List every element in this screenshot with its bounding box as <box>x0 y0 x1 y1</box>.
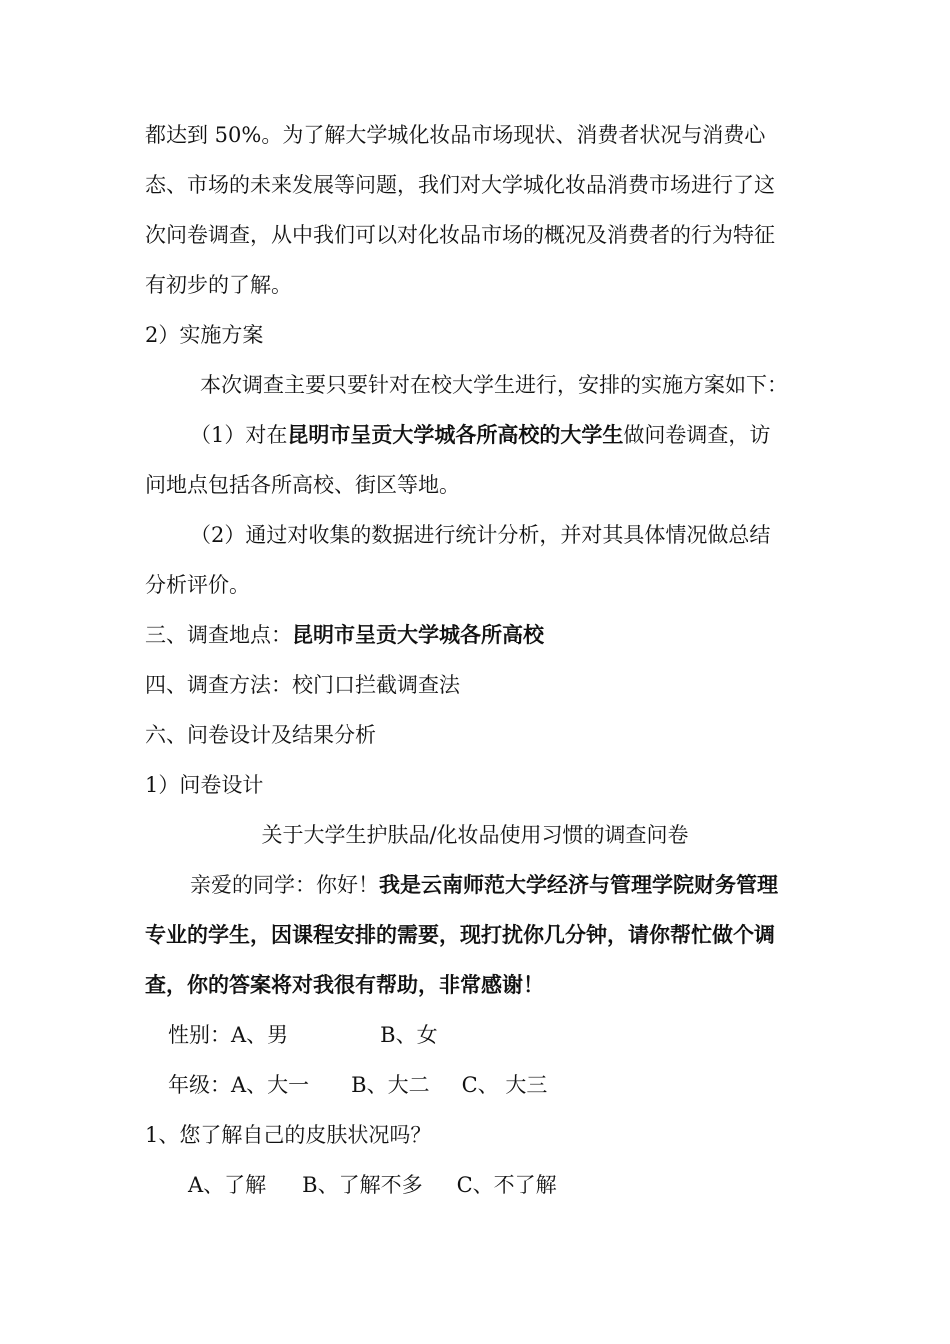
survey-greeting-line <box>190 870 778 900</box>
grade-label: 年级： <box>168 1073 231 1097</box>
survey-intro-2: 专业的学生，因课程安排的需要，现打扰你几分钟，请你帮忙做个调 <box>145 923 775 947</box>
location-line <box>145 620 544 650</box>
method-line: 四、调查方法：校门口拦截调查法 <box>145 673 460 697</box>
plan-item-2-cont: 分析评价。 <box>145 573 250 597</box>
survey-intro-1: 我是云南师范大学经济与管理学院财务管理 <box>379 873 778 897</box>
intro-line-4: 有初步的了解。 <box>145 273 292 297</box>
plan-item-1-suffix: 做问卷调查，访 <box>623 423 771 447</box>
gender-option-a[interactable]: A、男 <box>231 1023 289 1047</box>
gender-option-b[interactable]: B、女 <box>380 1023 438 1047</box>
grade-option-b[interactable]: B、大二 <box>351 1073 430 1097</box>
plan-intro: 本次调查主要只要针对在校大学生进行，安排的实施方案如下： <box>200 373 788 397</box>
q1-option-a[interactable]: A、了解 <box>188 1173 267 1197</box>
grade-row <box>168 1070 547 1100</box>
design-heading: 六、问卷设计及结果分析 <box>145 723 376 747</box>
plan-item-1-bold: 昆明市呈贡大学城各所高校的大学生 <box>287 423 624 447</box>
survey-greeting: 亲爱的同学：你好！ <box>190 873 379 897</box>
design-subheading: 1）问卷设计 <box>145 773 264 797</box>
plan-item-2: （2）通过对收集的数据进行统计分析，并对其具体情况做总结 <box>190 523 771 547</box>
gender-row <box>168 1020 438 1050</box>
q1-option-b[interactable]: B、了解不多 <box>302 1173 423 1197</box>
plan-item-1 <box>190 420 770 450</box>
grade-option-a[interactable]: A、大一 <box>231 1073 310 1097</box>
question-1: 1、您了解自己的皮肤状况吗？ <box>145 1123 432 1147</box>
plan-heading: 2）实施方案 <box>145 323 264 347</box>
q1-option-c[interactable]: C、不了解 <box>456 1173 557 1197</box>
survey-title: 关于大学生护肤品/化妆品使用习惯的调查问卷 <box>261 823 689 847</box>
plan-item-1-cont: 问地点包括各所高校、街区等地。 <box>145 473 460 497</box>
intro-line-1: 都达到 50%。为了解大学城化妆品市场现状、消费者状况与消费心 <box>145 123 766 147</box>
grade-option-c[interactable]: C、 大三 <box>461 1073 548 1097</box>
survey-intro-3: 查，你的答案将对我很有帮助，非常感谢！ <box>145 973 544 997</box>
question-1-options <box>188 1170 557 1200</box>
plan-item-1-prefix: （1）对在 <box>190 423 288 447</box>
gender-label: 性别： <box>168 1023 231 1047</box>
location-value: 昆明市呈贡大学城各所高校 <box>292 623 544 647</box>
location-label: 三、调查地点： <box>145 623 292 647</box>
intro-line-3: 次问卷调查，从中我们可以对化妆品市场的概况及消费者的行为特征 <box>145 223 775 247</box>
intro-line-2: 态、市场的未来发展等问题，我们对大学城化妆品消费市场进行了这 <box>145 173 775 197</box>
